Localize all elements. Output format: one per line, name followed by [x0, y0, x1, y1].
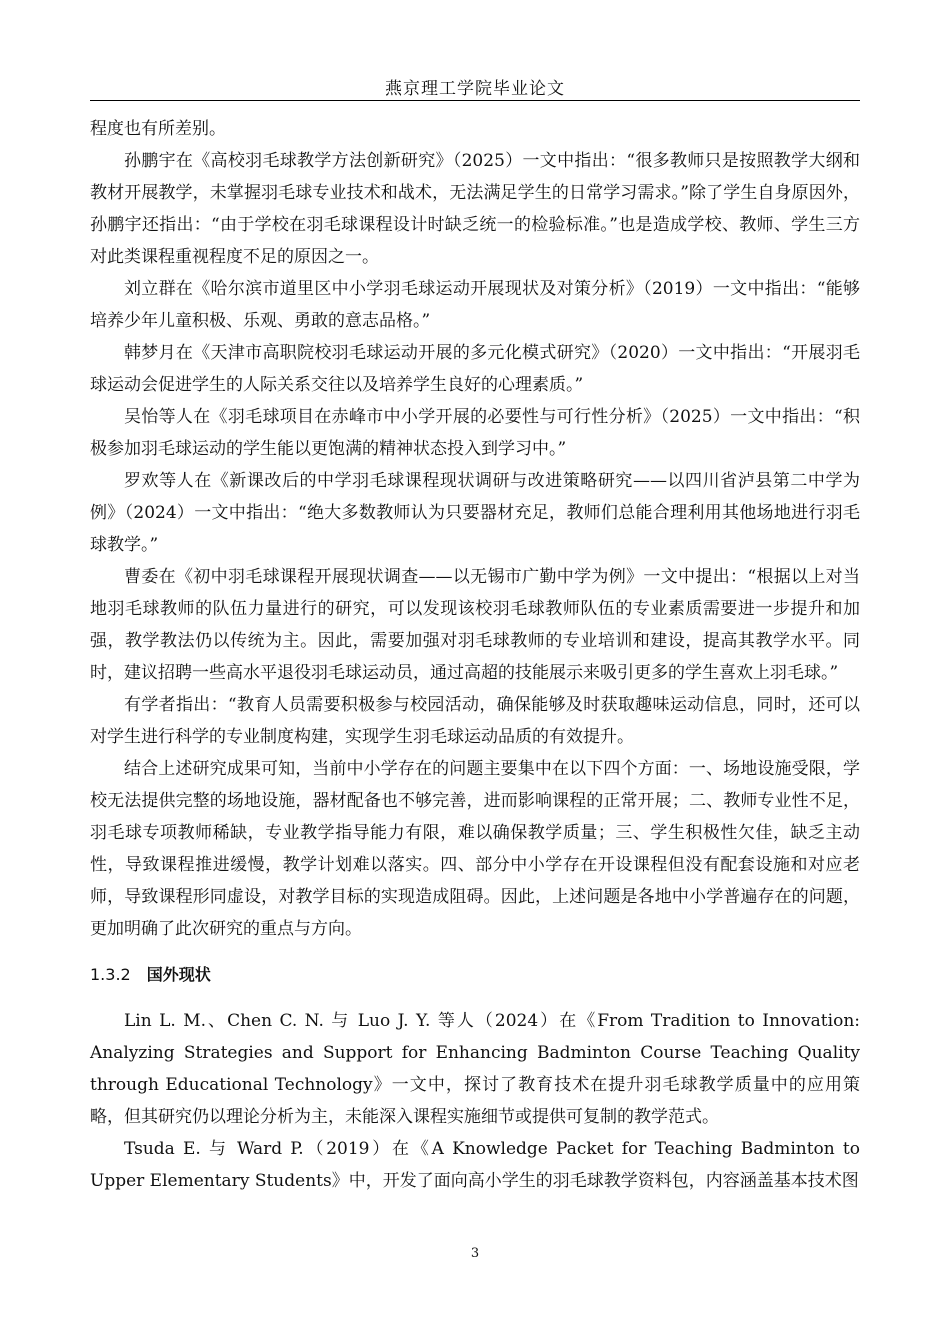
paragraph: 结合上述研究成果可知，当前中小学存在的问题主要集中在以下四个方面：一、场地设施受限，学校无法提供完整的场地设施，器材配备也不够完善，进而影响课程的正常开展；二、教师专业性不足，羽毛球专项教师稀缺，专业教学指导能力有限，难以确保教学质量；三、学生积极性欠佳，缺乏主动性，导致课程推进缓慢，教学计划难以落实。四、部分中小学存在开设课程但没有配套设施和对应老师，导致课程形同虚设，对教学目标的实现造成阻碍。因此，上述问题是各地中小学普遍存在的问题，更加明确了此次研究的重点与方向。: [90, 759, 860, 939]
paragraph: 孙鹏宇在《高校羽毛球教学方法创新研究》（2025）一文中指出：“很多教师只是按照教学大纲和教材开展教学，未掌握羽毛球专业技术和战术，无法满足学生的日常学习需求。”除了学生自身原因外，孙鹏宇还指出：“由于学校在羽毛球课程设计时缺乏统一的检验标准。”也是造成学校、教师、学生三方对此类课程重视程度不足的原因之一。: [90, 151, 860, 267]
paragraph: 有学者指出：“教育人员需要积极参与校园活动，确保能够及时获取趣味运动信息，同时，还可以对学生进行科学的专业制度构建，实现学生羽毛球运动品质的有效提升。: [90, 695, 860, 747]
paragraph: Tsuda E. 与 Ward P.（2019）在《A Knowledge Packet for Teaching Badminton to Upper Elementary Students》中，开发了面向高小学生的羽毛球教学资料包，内容涵盖基本技术图: [90, 1139, 860, 1191]
paragraph: 刘立群在《哈尔滨市道里区中小学羽毛球运动开展现状及对策分析》（2019）一文中指出：“能够培养少年儿童积极、乐观、勇敢的意志品格。”: [90, 279, 860, 331]
paragraph-group-foreign: [90, 1005, 860, 1197]
paragraph: 程度也有所差别。: [90, 119, 226, 139]
body-text: [90, 113, 860, 1197]
section-number: 1.3.2: [90, 965, 131, 984]
header-divider: [90, 100, 860, 101]
paragraph: 罗欢等人在《新课改后的中学羽毛球课程现状调研与改进策略研究——以四川省泸县第二中学为例》（2024）一文中指出：“绝大多数教师认为只要器材充足，教师们总能合理利用其他场地进行羽毛球教学。”: [90, 471, 860, 555]
section-title: 国外现状: [146, 965, 211, 984]
paragraph: Lin L. M.、Chen C. N. 与 Luo J. Y. 等人（2024）在《From Tradition to Innovation: Analyzing Strategies and Support for Enhancing Badminton Course Teaching Quality through Educational Technology》一文中，探讨了教育技术在提升羽毛球教学质量中的应用策略，但其研究仍以理论分析为主，未能深入课程实施细节或提供可复制的教学范式。: [90, 1011, 860, 1127]
paragraph: 曹委在《初中羽毛球课程开展现状调查——以无锡市广勤中学为例》一文中提出：“根据以上对当地羽毛球教师的队伍力量进行的研究，可以发现该校羽毛球教师队伍的专业素质需要进一步提升和加强，教学教法仍以传统为主。因此，需要加强对羽毛球教师的专业培训和建设，提高其教学水平。同时，建议招聘一些高水平退役羽毛球运动员，通过高超的技能展示来吸引更多的学生喜欢上羽毛球。”: [90, 567, 860, 683]
paragraph: 吴怡等人在《羽毛球项目在赤峰市中小学开展的必要性与可行性分析》（2025）一文中指出：“积极参加羽毛球运动的学生能以更饱满的精神状态投入到学习中。”: [90, 407, 860, 459]
paragraph: 韩梦月在《天津市高职院校羽毛球运动开展的多元化模式研究》（2020）一文中指出：“开展羽毛球运动会促进学生的人际关系交往以及培养学生良好的心理素质。”: [90, 343, 860, 395]
paragraph-group-domestic: [90, 113, 860, 945]
running-header: 燕京理工学院毕业论文: [385, 79, 565, 99]
page-number: 3: [470, 1246, 480, 1261]
section-heading: [90, 959, 860, 991]
